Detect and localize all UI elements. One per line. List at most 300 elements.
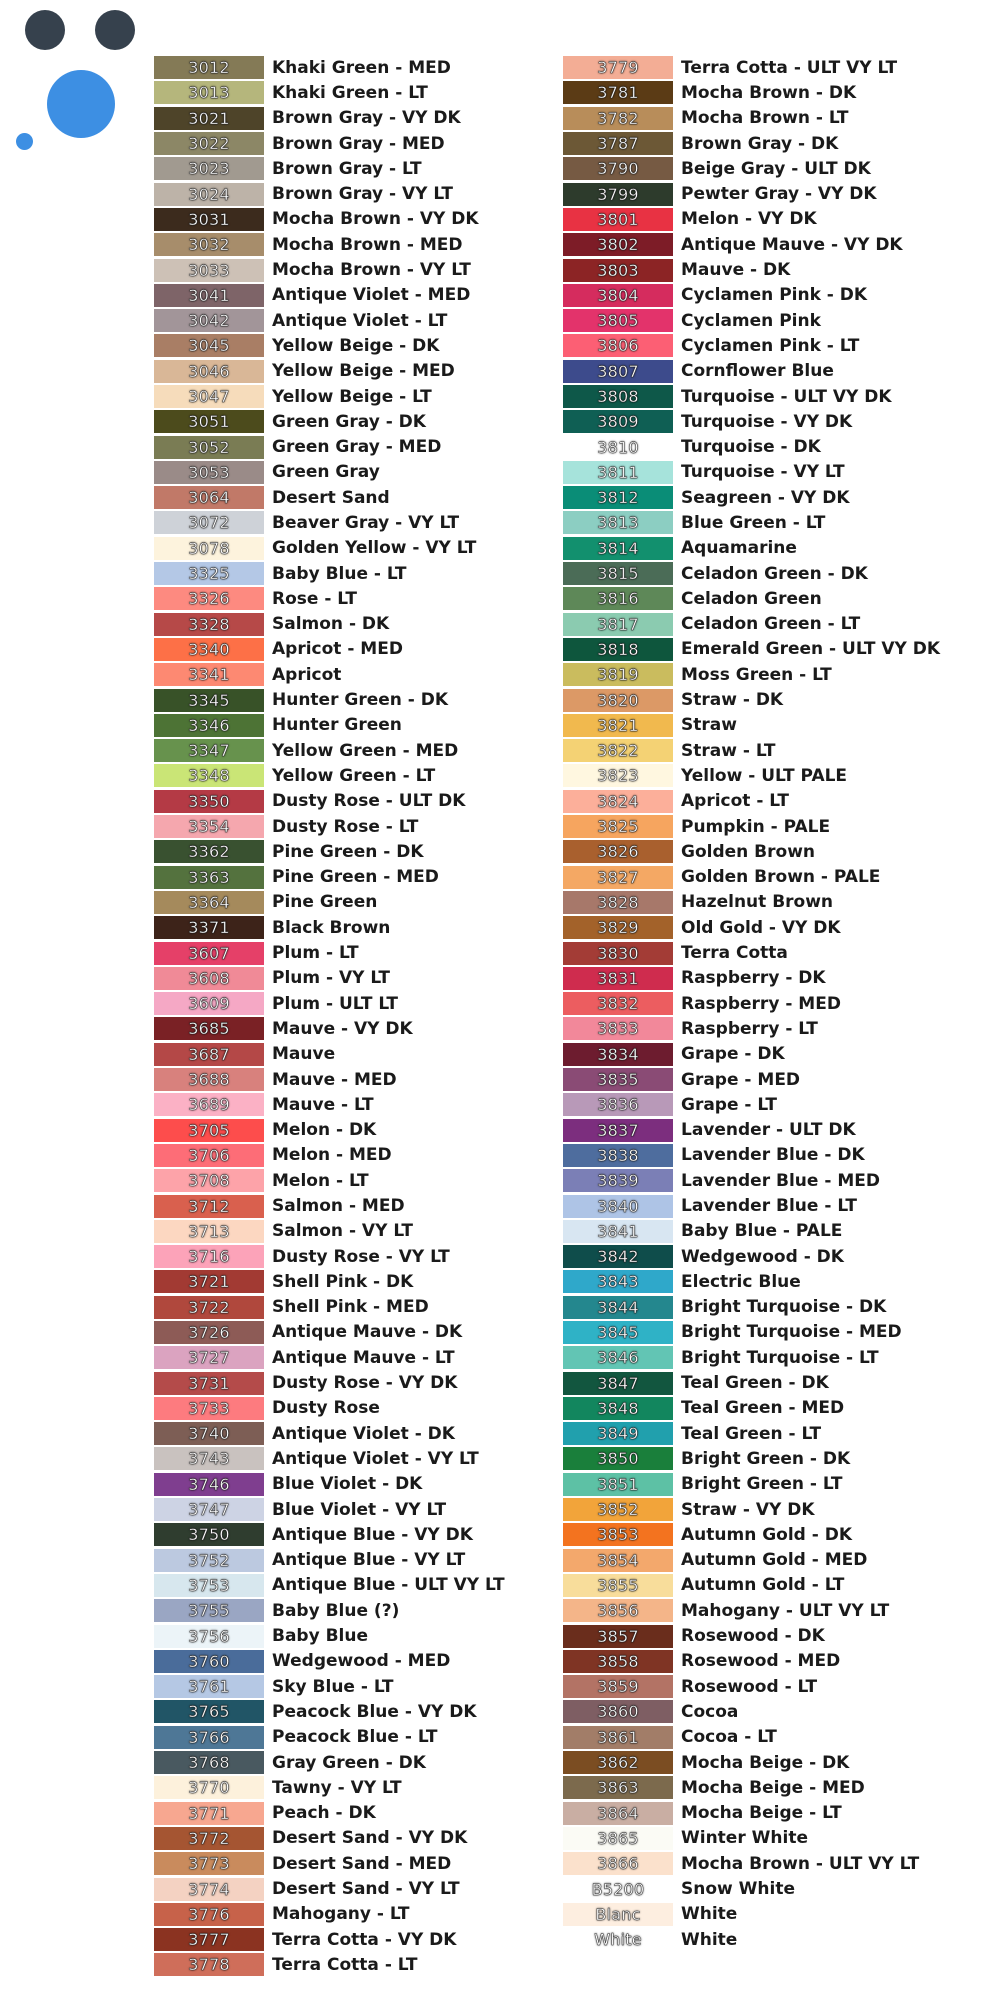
color-swatch: 3858 [563,1650,673,1673]
color-row [154,460,505,485]
color-name: Brown Gray - VY DK [272,108,461,129]
color-name: Pumpkin - PALE [681,816,831,837]
color-row [154,409,505,434]
color-swatch: 3816 [563,587,673,610]
color-name: Green Gray - DK [272,411,426,432]
color-swatch: 3846 [563,1346,673,1369]
color-name: Teal Green - MED [681,1398,845,1419]
decorative-dot-blue-large [47,70,115,138]
color-row [563,662,940,687]
color-name: Peach - DK [272,1803,376,1824]
color-name: Beige Gray - ULT DK [681,158,871,179]
color-name: Green Gray [272,462,380,483]
color-row [154,536,505,561]
decorative-dot-blue-small [16,133,33,150]
color-name: Antique Violet - VY LT [272,1448,479,1469]
color-name: Dusty Rose - VY LT [272,1246,450,1267]
color-row [563,890,940,915]
color-name: Autumn Gold - LT [681,1575,845,1596]
color-swatch: 3012 [154,56,264,79]
color-list-left [154,55,505,1978]
color-row [154,181,505,206]
color-swatch: 3799 [563,183,673,206]
color-swatch: 3023 [154,157,264,180]
color-row [563,232,940,257]
color-name: Peacock Blue - VY DK [272,1701,477,1722]
color-swatch: 3837 [563,1119,673,1142]
color-row [563,738,940,763]
color-row [563,384,940,409]
color-row [154,637,505,662]
color-name: Mocha Brown - VY DK [272,209,479,230]
color-swatch: 3072 [154,511,264,534]
color-row [563,1674,940,1699]
color-swatch: 3607 [154,942,264,965]
color-swatch: 3024 [154,183,264,206]
color-row [154,991,505,1016]
color-row [154,207,505,232]
color-row [154,106,505,131]
color-row [563,1851,940,1876]
color-name: Rosewood - DK [681,1626,825,1647]
color-name: Sky Blue - LT [272,1676,394,1697]
color-row [154,1800,505,1825]
color-name: Salmon - VY LT [272,1221,413,1242]
color-row [154,687,505,712]
color-name: Lavender Blue - MED [681,1170,880,1191]
color-name: Autumn Gold - MED [681,1550,868,1571]
color-row [154,940,505,965]
color-name: Mocha Beige - MED [681,1777,865,1798]
color-swatch: 3820 [563,689,673,712]
color-name: Mocha Brown - ULT VY LT [681,1853,920,1874]
color-swatch: 3755 [154,1599,264,1622]
color-row [154,1092,505,1117]
color-row [563,1826,940,1851]
color-swatch: 3853 [563,1523,673,1546]
color-swatch: 3053 [154,461,264,484]
color-name: Mocha Brown - LT [681,108,849,129]
color-row [154,1573,505,1598]
color-name: Dusty Rose - LT [272,816,419,837]
color-name: Mocha Beige - DK [681,1752,850,1773]
color-name: Green Gray - MED [272,437,442,458]
color-swatch: 3863 [563,1776,673,1799]
color-row [154,1623,505,1648]
color-swatch: 3801 [563,208,673,231]
color-row [154,612,505,637]
color-name: Terra Cotta - ULT VY LT [681,57,898,78]
color-row [154,1421,505,1446]
color-row [563,1927,940,1952]
color-swatch: 3819 [563,663,673,686]
color-row [154,1472,505,1497]
color-row [154,1775,505,1800]
color-row [154,80,505,105]
color-swatch: 3814 [563,537,673,560]
color-swatch: 3787 [563,132,673,155]
color-name: Rose - LT [272,588,357,609]
color-name: Lavender Blue - LT [681,1196,857,1216]
color-name: Pewter Gray - VY DK [681,184,877,205]
color-name: Teal Green - DK [681,1373,829,1394]
color-swatch: 3326 [154,587,264,610]
color-row [154,586,505,611]
color-swatch: 3826 [563,840,673,863]
color-name: Hazelnut Brown [681,892,834,913]
color-row [563,485,940,510]
color-row [563,409,940,434]
color-name: Baby Blue - LT [272,563,407,584]
color-row [563,1750,940,1775]
color-row [154,359,505,384]
color-row [154,1269,505,1294]
color-swatch: 3328 [154,613,264,636]
color-swatch: 3831 [563,967,673,990]
color-name: Mahogany - LT [272,1904,410,1925]
color-name: Desert Sand - MED [272,1853,452,1874]
color-name: Brown Gray - MED [272,133,445,154]
color-row [563,1446,940,1471]
color-name: Antique Violet - MED [272,285,471,306]
color-swatch: 3731 [154,1372,264,1395]
color-name: Melon - LT [272,1170,369,1191]
color-name: Mauve - VY DK [272,1018,413,1039]
color-swatch: 3033 [154,259,264,282]
color-name: Melon - MED [272,1145,392,1166]
color-row [563,637,940,662]
color-name: Cyclamen Pink - LT [681,335,860,356]
color-row [563,1117,940,1142]
color-name: Blue Green - LT [681,512,826,533]
color-swatch: 3811 [563,461,673,484]
color-row [563,460,940,485]
color-swatch: 3802 [563,233,673,256]
color-swatch: 3828 [563,891,673,914]
color-name: Bright Green - DK [681,1448,851,1469]
decorative-dot-dark-right [95,10,135,50]
color-row [563,1902,940,1927]
color-swatch: 3847 [563,1372,673,1395]
color-swatch: 3722 [154,1296,264,1319]
color-row [154,1143,505,1168]
color-row [563,131,940,156]
color-swatch: 3347 [154,739,264,762]
color-swatch: 3687 [154,1043,264,1066]
color-row [154,738,505,763]
color-row [154,1952,505,1977]
color-name: Shell Pink - MED [272,1297,429,1318]
color-swatch: 3022 [154,132,264,155]
color-row [154,1320,505,1345]
color-swatch: 3047 [154,385,264,408]
color-list-right [563,55,940,1952]
color-swatch: 3768 [154,1751,264,1774]
color-swatch: 3346 [154,714,264,737]
color-swatch: 3713 [154,1220,264,1243]
color-row [563,1396,940,1421]
color-swatch: 3371 [154,916,264,939]
color-swatch: B5200 [563,1878,673,1901]
color-swatch: 3021 [154,107,264,130]
color-swatch: White [563,1928,673,1951]
color-swatch: 3841 [563,1220,673,1243]
color-row [154,55,505,80]
color-name: Grape - MED [681,1069,801,1090]
color-row [154,763,505,788]
color-row [563,283,940,308]
color-swatch: 3810 [563,436,673,459]
color-name: Melon - DK [272,1120,377,1141]
color-name: Rosewood - MED [681,1651,841,1672]
color-name: Mahogany - ULT VY LT [681,1600,890,1621]
color-name: Dusty Rose - VY DK [272,1373,458,1394]
color-name: Mauve - LT [272,1094,374,1115]
color-name: Mocha Brown - MED [272,234,463,255]
color-row [563,1497,940,1522]
color-row [563,713,940,738]
color-row [563,1522,940,1547]
color-swatch: 3685 [154,1017,264,1040]
color-row [154,839,505,864]
color-row [563,359,940,384]
color-swatch: 3765 [154,1700,264,1723]
color-row [154,1522,505,1547]
color-row [563,1472,940,1497]
color-row [154,510,505,535]
color-name: Black Brown [272,917,391,938]
color-row [154,434,505,459]
color-name: Winter White [681,1828,808,1849]
color-row [563,1649,940,1674]
color-swatch: 3804 [563,284,673,307]
color-swatch: 3689 [154,1093,264,1116]
color-row [154,1851,505,1876]
color-name: Grape - DK [681,1044,785,1065]
color-name: Wedgewood - DK [681,1246,844,1267]
color-row [563,1699,940,1724]
color-swatch: 3345 [154,689,264,712]
color-swatch: 3790 [563,157,673,180]
color-row [563,1800,940,1825]
color-row [563,536,940,561]
color-swatch: 3840 [563,1195,673,1218]
color-name: Plum - LT [272,943,359,964]
color-swatch: 3830 [563,942,673,965]
color-name: Pine Green - DK [272,841,424,862]
color-row [154,283,505,308]
color-row [154,1193,505,1218]
color-row [154,156,505,181]
color-swatch: 3805 [563,309,673,332]
color-swatch: 3836 [563,1093,673,1116]
color-row [563,1244,940,1269]
color-name: Peacock Blue - LT [272,1727,438,1748]
color-name: White [681,1904,738,1925]
color-swatch: 3721 [154,1270,264,1293]
color-row [563,839,940,864]
color-name: Cocoa - LT [681,1727,777,1748]
color-swatch: 3850 [563,1447,673,1470]
color-row [154,1876,505,1901]
color-swatch: 3042 [154,309,264,332]
color-swatch: 3705 [154,1119,264,1142]
color-row [154,1219,505,1244]
color-name: Electric Blue [681,1271,801,1292]
color-name: Antique Mauve - DK [272,1322,463,1343]
color-swatch: 3781 [563,81,673,104]
color-name: Khaki Green - MED [272,57,451,78]
color-swatch: 3815 [563,562,673,585]
color-row [563,1548,940,1573]
color-row [154,814,505,839]
color-name: Yellow - ULT PALE [681,765,848,786]
color-swatch: 3857 [563,1625,673,1648]
color-row [154,1244,505,1269]
color-row [154,1750,505,1775]
color-swatch: 3706 [154,1144,264,1167]
color-swatch: 3688 [154,1068,264,1091]
color-row [154,1902,505,1927]
color-swatch: 3845 [563,1321,673,1344]
color-name: Yellow Beige - DK [272,335,440,356]
color-swatch: 3727 [154,1346,264,1369]
color-name: Straw - VY DK [681,1499,815,1520]
color-row [563,814,940,839]
color-row [154,1370,505,1395]
color-swatch: 3823 [563,764,673,787]
color-swatch: 3864 [563,1802,673,1825]
color-name: Yellow Beige - MED [272,361,455,382]
color-swatch: 3770 [154,1776,264,1799]
color-swatch: 3609 [154,992,264,1015]
color-row [154,1725,505,1750]
color-name: Turquoise - VY LT [681,462,845,483]
color-name: Apricot - LT [681,791,789,812]
color-name: Turquoise - ULT VY DK [681,386,892,407]
color-swatch: 3341 [154,663,264,686]
color-row [154,865,505,890]
color-swatch: 3817 [563,613,673,636]
color-swatch: 3827 [563,866,673,889]
color-name: Beaver Gray - VY LT [272,512,460,533]
color-row [563,1193,940,1218]
color-name: Baby Blue - PALE [681,1221,843,1242]
color-swatch: 3862 [563,1751,673,1774]
color-row [563,915,940,940]
color-swatch: 3843 [563,1270,673,1293]
color-row [563,510,940,535]
color-name: Antique Violet - DK [272,1423,455,1444]
color-name: Moss Green - LT [681,664,832,685]
color-name: Baby Blue [272,1626,369,1647]
decorative-dot-dark-left [25,10,65,50]
color-row [154,1826,505,1851]
color-name: Pine Green - MED [272,867,439,888]
color-name: Apricot - MED [272,639,403,660]
color-swatch: 3354 [154,815,264,838]
color-name: Dusty Rose - ULT DK [272,791,466,812]
color-name: Straw - LT [681,740,776,761]
color-swatch: 3760 [154,1650,264,1673]
color-name: Grape - LT [681,1094,778,1115]
color-name: Pine Green [272,892,378,913]
color-name: Raspberry - DK [681,968,826,989]
color-name: Lavender - ULT DK [681,1120,856,1141]
color-name: Seagreen - VY DK [681,487,850,508]
color-row [563,865,940,890]
color-swatch: 3726 [154,1321,264,1344]
color-swatch: 3825 [563,815,673,838]
color-swatch: 3818 [563,638,673,661]
color-swatch: 3822 [563,739,673,762]
color-swatch: 3833 [563,1017,673,1040]
color-row [563,257,940,282]
color-row [563,55,940,80]
color-name: Celadon Green - LT [681,614,861,635]
color-row [563,1092,940,1117]
color-name: Cocoa [681,1701,739,1722]
color-row [154,561,505,586]
color-name: White [681,1929,738,1950]
color-row [154,257,505,282]
color-name: Bright Turquoise - MED [681,1322,902,1343]
color-name: Apricot [272,664,342,685]
color-row [563,1042,940,1067]
color-swatch: 3776 [154,1903,264,1926]
color-row [154,1674,505,1699]
color-swatch: 3752 [154,1549,264,1572]
color-name: Mauve - DK [681,260,791,281]
color-swatch: 3821 [563,714,673,737]
color-swatch: 3859 [563,1675,673,1698]
color-name: Hunter Green - DK [272,690,449,711]
color-name: Antique Mauve - LT [272,1347,455,1368]
color-swatch: 3761 [154,1675,264,1698]
color-row [563,156,940,181]
color-swatch: 3716 [154,1245,264,1268]
color-row [154,1598,505,1623]
color-row [154,789,505,814]
color-swatch: 3743 [154,1447,264,1470]
color-name: Autumn Gold - DK [681,1524,853,1545]
color-name: Baby Blue (?) [272,1600,400,1621]
color-row [563,1573,940,1598]
color-name: Melon - VY DK [681,209,817,230]
color-row [154,485,505,510]
color-name: Celadon Green - DK [681,563,868,584]
color-name: Wedgewood - MED [272,1651,451,1672]
color-swatch: 3774 [154,1878,264,1901]
color-row [154,384,505,409]
color-swatch: 3773 [154,1852,264,1875]
color-swatch: 3803 [563,259,673,282]
color-swatch: 3052 [154,436,264,459]
color-swatch: Blanc [563,1903,673,1926]
color-swatch: 3740 [154,1422,264,1445]
color-row [154,915,505,940]
color-row [154,713,505,738]
color-name: Antique Blue - ULT VY LT [272,1575,505,1596]
color-swatch: 3771 [154,1802,264,1825]
color-name: Turquoise - DK [681,437,821,458]
color-swatch: 3778 [154,1953,264,1976]
color-swatch: 3733 [154,1397,264,1420]
color-name: Desert Sand - VY DK [272,1828,468,1849]
color-swatch: 3362 [154,840,264,863]
color-row [154,1446,505,1471]
color-name: Salmon - DK [272,614,390,635]
